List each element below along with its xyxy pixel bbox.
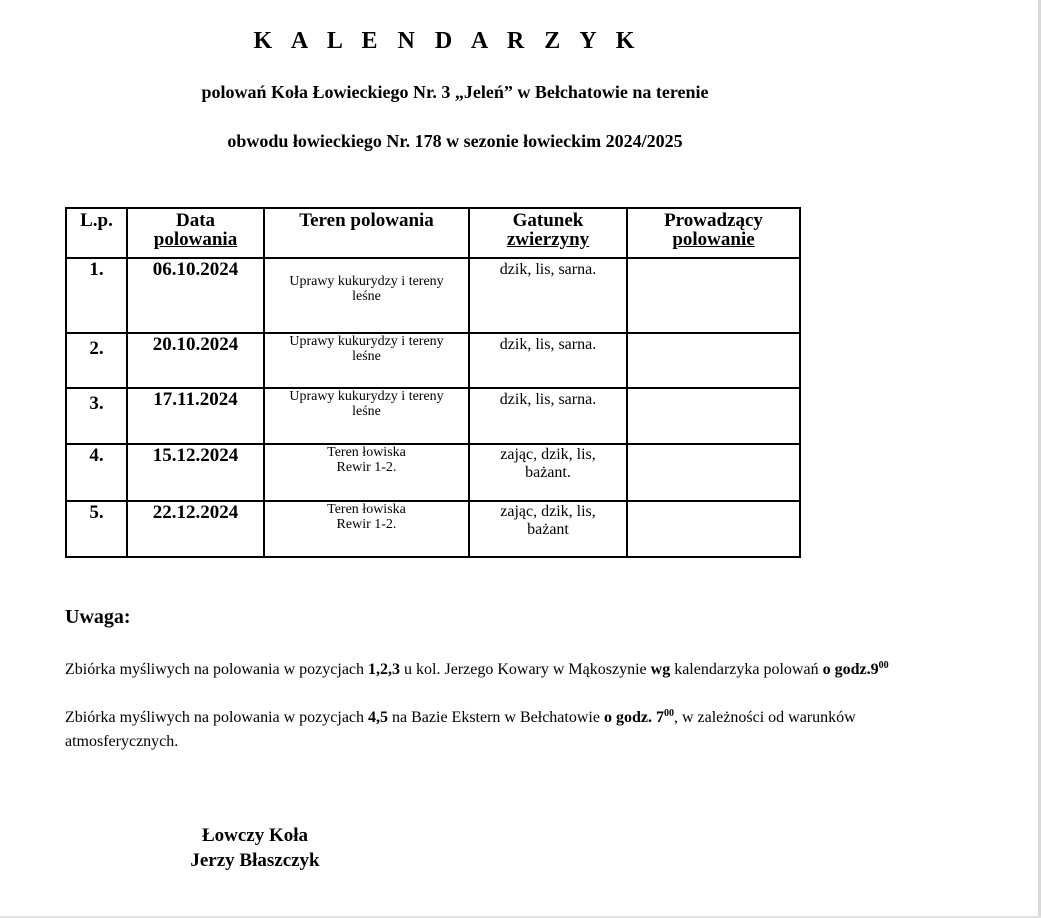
row-teren: Uprawy kukurydzy i tereny leśne (264, 388, 469, 444)
row-date: 15.12.2024 (127, 444, 264, 501)
row-prowadzacy (627, 501, 800, 557)
notes-heading: Uwaga: (65, 606, 131, 628)
row-lp: 1. (66, 258, 127, 333)
row-date: 22.12.2024 (127, 501, 264, 557)
note-positions-4-5: Zbiórka myśliwych na polowania w pozycjach 4,5 na Bazie Ekstern w Bełchatowie o godz. $7^{00}$, w zależności od warunków atmosferycznych. (65, 708, 856, 750)
row-date: 17.11.2024 (127, 388, 264, 444)
row-lp: 3. (66, 388, 127, 444)
table-row (66, 388, 800, 444)
document-title: K A L E N D A R Z Y K (253, 28, 642, 54)
hunting-calendar-table (65, 207, 801, 558)
row-lp: 2. (66, 333, 127, 388)
signature-role: Łowczy Koła (201, 825, 309, 846)
header-date: Data polowania (127, 208, 264, 258)
row-gatunek: dzik, lis, sarna. (469, 388, 627, 444)
table-row (66, 258, 800, 333)
table-row (66, 501, 800, 557)
row-teren: Uprawy kukurydzy i tereny leśne (264, 258, 469, 333)
header-gatunek: Gatunek zwierzyny (469, 208, 627, 258)
table-row (66, 333, 800, 388)
signature-name: Jerzy Błaszczyk (190, 850, 320, 871)
row-teren: Uprawy kukurydzy i tereny leśne (264, 333, 469, 388)
header-lp: L.p. (66, 208, 127, 258)
subtitle-line-1: polowań Koła Łowieckiego Nr. 3 „Jeleń” w Bełchatowie na terenie (201, 82, 709, 102)
row-teren: Teren łowiska Rewir 1-2. (264, 444, 469, 501)
row-gatunek: zając, dzik, lis, bażant (469, 501, 627, 557)
row-lp: 5. (66, 501, 127, 557)
signature-block (160, 823, 350, 873)
subtitle-line-2: obwodu łowieckiego Nr. 178 w sezonie łowieckim 2024/2025 (227, 131, 683, 151)
table-header-row (66, 208, 800, 258)
row-gatunek: zając, dzik, lis, bażant. (469, 444, 627, 501)
header-teren: Teren polowania (264, 208, 469, 258)
row-gatunek: dzik, lis, sarna. (469, 258, 627, 333)
row-prowadzacy (627, 444, 800, 501)
row-prowadzacy (627, 258, 800, 333)
row-date: 06.10.2024 (127, 258, 264, 333)
header-prowadzacy: Prowadzący polowanie (627, 208, 800, 258)
note-positions-1-2-3: Zbiórka myśliwych na polowania w pozycjach 1,2,3 u kol. Jerzego Kowary w Mąkoszynie wg kalendarzyka polowań o $godz.9^{00}$ (65, 660, 889, 678)
row-teren: Teren łowiska Rewir 1-2. (264, 501, 469, 557)
row-prowadzacy (627, 333, 800, 388)
row-date: 20.10.2024 (127, 333, 264, 388)
row-gatunek: dzik, lis, sarna. (469, 333, 627, 388)
table-row (66, 444, 800, 501)
row-prowadzacy (627, 388, 800, 444)
row-lp: 4. (66, 444, 127, 501)
